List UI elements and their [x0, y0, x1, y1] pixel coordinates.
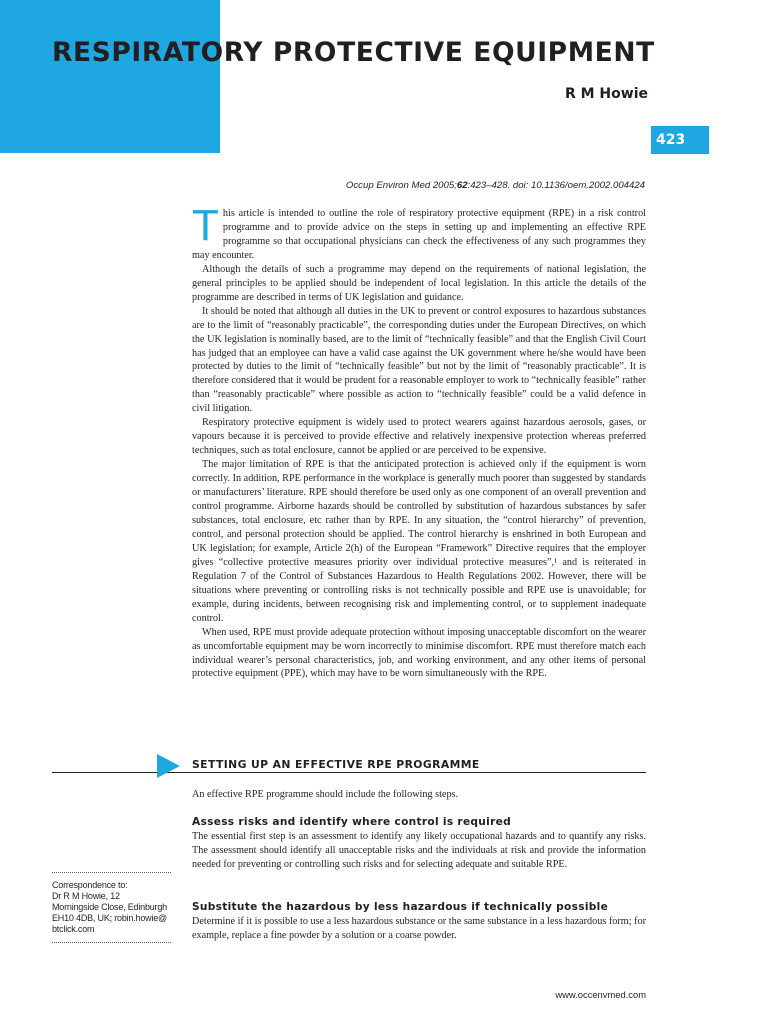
citation-year: 2005; — [430, 180, 457, 191]
page-number: 423 — [656, 132, 686, 148]
correspondence-label: Correspondence to: — [52, 880, 128, 890]
section-arrow-icon — [157, 754, 180, 778]
drop-cap: T — [192, 201, 219, 250]
body-paragraph: When used, RPE must provide adequate protection without imposing unacceptable discomfort on the wearer as uncomfortable equipment may be worn incorrectly to minimise discomfort. RPE must therefore match each individual wearer’s personal characteristics, job, and working environment, and any other items of personal protective equipment (PPE), which may have to be worn simultaneously with the RPE. — [192, 626, 646, 680]
body-paragraph: The major limitation of RPE is that the anticipated protection is achieved only if the equipment is worn correctly. In addition, RPE performance in the workplace is generally much poorer than suggested by standards or manufacturers’ literature. RPE should therefore be used only as one component of an overall prevention and control programme. Airborne hazards should be controlled by substitution of hazardous substances by safer substances, total enclosure, etc rather than by RPE. In any situation, the “control hierarchy” of prevention, control, and personal protection should be applied. The control hierarchy is enshrined in both European and UK legislation; for example, Article 2(h) of the European “Framework” Directive requires that the employer gives “collective protective measures priority over individual protective measures”,¹ and is reiterated in Regulation 7 of the Control of Substances Hazardous to Health Regulations 2002. However, there will be situations where preventing or controlling risks is not technically possible and RPE use is unavoidable; for example, during incidents, between recognising risk and implementing control, or to supplement inadequate control. — [192, 459, 646, 624]
journal-website-link[interactable]: www.occenvmed.com — [555, 989, 646, 1000]
blue-corner-block — [0, 0, 220, 153]
page-number-tab — [651, 126, 709, 154]
article-body — [192, 201, 646, 681]
sidebar-divider — [52, 942, 171, 943]
citation-volume: 62 — [456, 180, 468, 191]
body-paragraph: This article is intended to outline the role of respiratory protective equipment (RPE) in a risk control programme and to provide advice on the steps in setting up and implementing an effective RPE programme so that occupational physicians can check the effectiveness of any such programmes they may encounter. — [192, 201, 646, 261]
author-name: R M Howie — [564, 86, 648, 102]
sidebar-divider — [52, 872, 171, 873]
correspondence-line: btclick.com — [52, 924, 95, 934]
body-paragraph: It should be noted that although all duties in the UK to prevent or control exposures to hazardous substances are to the limit of “reasonably practicable”, the corresponding duties under the European Directives, on which the UK legislation is nominally based, are to the limit of “technically feasible” and that the English Civil Court has judged that an employee can have a valid case against the UK government where he/she would have been protected by duties to the limit of “technically feasible” but not by the limit of “reasonably practicable”. It is therefore considered that it would be prudent for a reasonable employer to work to “technically feasible” rather than “reasonably practicable” where possible as action to “technically feasible” could be a valid defence in civil litigation. — [192, 305, 646, 415]
correspondence-line: EH10 4DB, UK; robin.howie@ — [52, 913, 167, 923]
subsection-title: Substitute the hazardous by less hazardous if technically possible — [192, 901, 609, 913]
subsection-body: The essential first step is an assessment to identify any likely occupational hazards and to quantify any risks. The assessment should identify all unacceptable risks and the individuals at risk and provide the information needed for preventing or controlling such risks and for selecting adequate and suitable RPE. — [192, 831, 646, 870]
article-title: RESPIRATORY PROTECTIVE EQUIPMENT — [52, 37, 655, 68]
correspondence-block — [52, 880, 176, 935]
citation-line — [346, 180, 645, 191]
correspondence-line: Morningside Close, Edinburgh — [52, 902, 167, 912]
journal-name: Occup Environ Med — [345, 180, 431, 191]
section-intro: An effective RPE programme should include the following steps. — [192, 789, 459, 800]
citation-pages-doi: :423–428. doi: 10.1136/oem.2002.004424 — [467, 180, 645, 191]
subsection-body: Determine if it is possible to use a less hazardous substance or the same substance in a less hazardous form; for example, replace a fine powder by a solution or a coarse powder. — [192, 916, 646, 941]
subsection-title: Assess risks and identify where control is required — [192, 816, 511, 828]
correspondence-line: Dr R M Howie, 12 — [52, 891, 120, 901]
section-heading: SETTING UP AN EFFECTIVE RPE PROGRAMME — [192, 758, 480, 771]
section-divider — [52, 772, 646, 773]
body-paragraph: Although the details of such a programme may depend on the requirements of national legislation, the general principles to be applied should be independent of local legislation. In this article the details of the programme are described in terms of UK legislation and guidance. — [192, 263, 646, 303]
body-paragraph: Respiratory protective equipment is widely used to protect wearers against hazardous aerosols, gases, or vapours because it is perceived to provide effective and relatively inexpensive protection whereas preferred techniques, such as total enclosure, cannot be applied or are perceived to be expensive. — [192, 417, 646, 457]
